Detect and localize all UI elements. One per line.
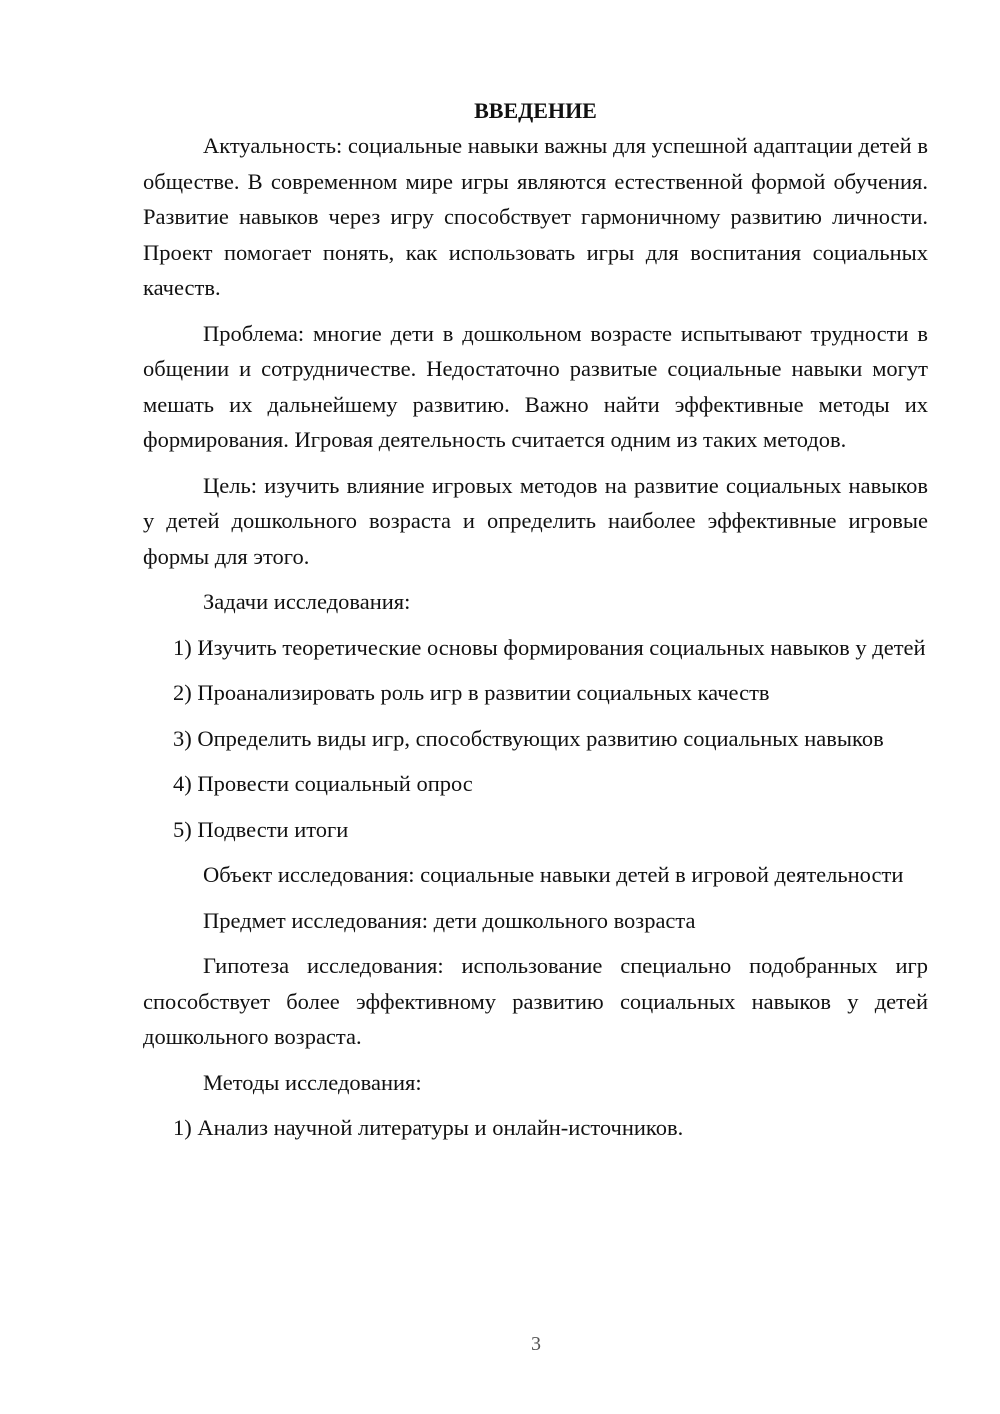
task-item: 4) Провести социальный опрос: [173, 771, 473, 796]
paragraph-goal: Цель: изучить влияние игровых методов на развитие социальных навыков у детей дошкольного возраста и определить наиболее эффективные игровые формы для этого.: [143, 472, 928, 569]
methods-heading: Методы исследования:: [203, 1069, 422, 1095]
task-item: 2) Проанализировать роль игр в развитии социальных качеств: [173, 680, 770, 705]
method-item: 1) Анализ научной литературы и онлайн-источников.: [173, 1115, 684, 1140]
task-item: 1) Изучить теоретические основы формирования социальных навыков у детей: [173, 634, 926, 660]
page-content: [143, 94, 928, 1156]
paragraph-relevance: Актуальность: социальные навыки важны для успешной адаптации детей в обществе. В современном мире игры являются естественной формой обучения. Развитие навыков через игру способствует гармоничному развитию личности. Проект помогает понять, как использовать игры для воспитания социальных качеств.: [143, 133, 928, 300]
paragraph-problem: Проблема: многие дети в дошкольном возрасте испытывают трудности в общении и сотрудничестве. Недостаточно развитые социальные навыки могут мешать их дальнейшему развитию. Важно найти эффективные методы их формирования. Игровая деятельность считается одним из таких методов.: [143, 320, 928, 452]
task-item: 5) Подвести итоги: [173, 816, 349, 842]
tasks-heading: Задачи исследования:: [203, 589, 411, 614]
paragraph-object: Объект исследования: социальные навыки детей в игровой деятельности: [203, 862, 904, 887]
task-item: 3) Определить виды игр, способствующих развитию социальных навыков: [173, 725, 884, 751]
page-number: 3: [531, 1333, 541, 1355]
paragraph-subject: Предмет исследования: дети дошкольного возраста: [203, 907, 696, 933]
page-title: ВВЕДЕНИЕ: [474, 98, 597, 123]
paragraph-hypothesis: Гипотеза исследования: использование специально подобранных игр способствует более эффективному развитию социальных навыков у детей дошкольного возраста.: [143, 953, 928, 1049]
